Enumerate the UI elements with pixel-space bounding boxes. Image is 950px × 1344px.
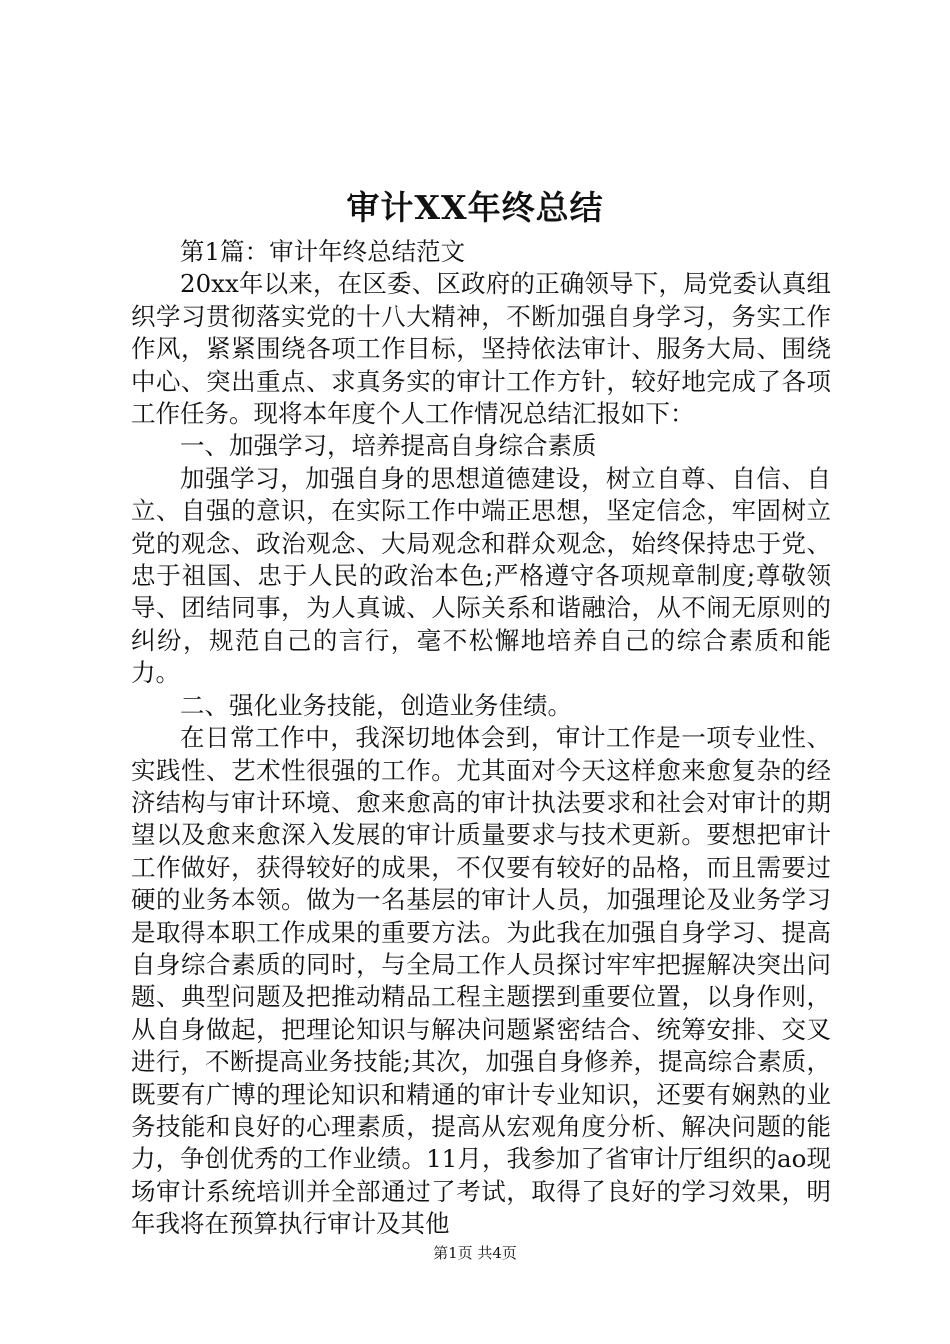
section-1-paragraph: 加强学习，加强自身的思想道德建设，树立自尊、自信、自立、自强的意识，在实际工作中端正思想，坚定信念，牢固树立党的观念、政治观念、大局观念和群众观念，始终保持忠于党、忠于祖国、忠于人民的政治本色;严格遵守各项规章制度;尊敬领导、团结同事，为人真诚、人际关系和谐融洽，从不闹无原则的纠纷，规范自己的言行，毫不松懈地培养自己的综合素质和能力。	[131, 463, 831, 688]
section-heading-part-1: 第1篇：审计年终总结范文	[180, 237, 466, 266]
document-body	[131, 236, 831, 1241]
section-heading-1: 一、加强学习，培养提高自身综合素质	[180, 431, 597, 461]
intro-paragraph: 20xx年以来，在区委、区政府的正确领导下，局党委认真组织学习贯彻落实党的十八大精神，不断加强自身学习，务实工作作风，紧紧围绕各项工作目标，坚持依法审计、服务大局、围绕中心、突出重点、求真务实的审计工作方针，较好地完成了各项工作任务。现将本年度个人工作情况总结汇报如下：	[131, 269, 831, 429]
section-heading-2: 二、强化业务技能，创造业务佳绩。	[180, 690, 572, 720]
document-title: 审计XX年终总结	[346, 188, 604, 227]
section-2-paragraph: 在日常工作中，我深切地体会到，审计工作是一项专业性、实践性、艺术性很强的工作。尤其面对今天这样愈来愈复杂的经济结构与审计环境、愈来愈高的审计执法要求和社会对审计的期望以及愈来愈深入发展的审计质量要求与技术更新。要想把审计工作做好，获得较好的成果，不仅要有较好的品格，而且需要过硬的业务本领。做为一名基层的审计人员，加强理论及业务学习是取得本职工作成果的重要方法。为此我在加强自身学习、提高自身综合素质的同时，与全局工作人员探讨牢牢把握解决突出问题、典型问题及把推动精品工程主题摆到重要位置，以身作则，从自身做起，把理论知识与解决问题紧密结合、统筹安排、交叉进行，不断提高业务技能;其次，加强自身修养，提高综合素质，既要有广博的理论知识和精通的审计专业知识，还要有娴熟的业务技能和良好的心理素质，提高从宏观角度分析、解决问题的能力，争创优秀的工作业绩。11月，我参加了省审计厅组织的ao现场审计系统培训并全部通过了考试，取得了良好的学习效果，明年我将在预算执行审计及其他	[131, 723, 831, 1239]
page-number-footer: 第1页 共4页	[433, 1244, 517, 1262]
